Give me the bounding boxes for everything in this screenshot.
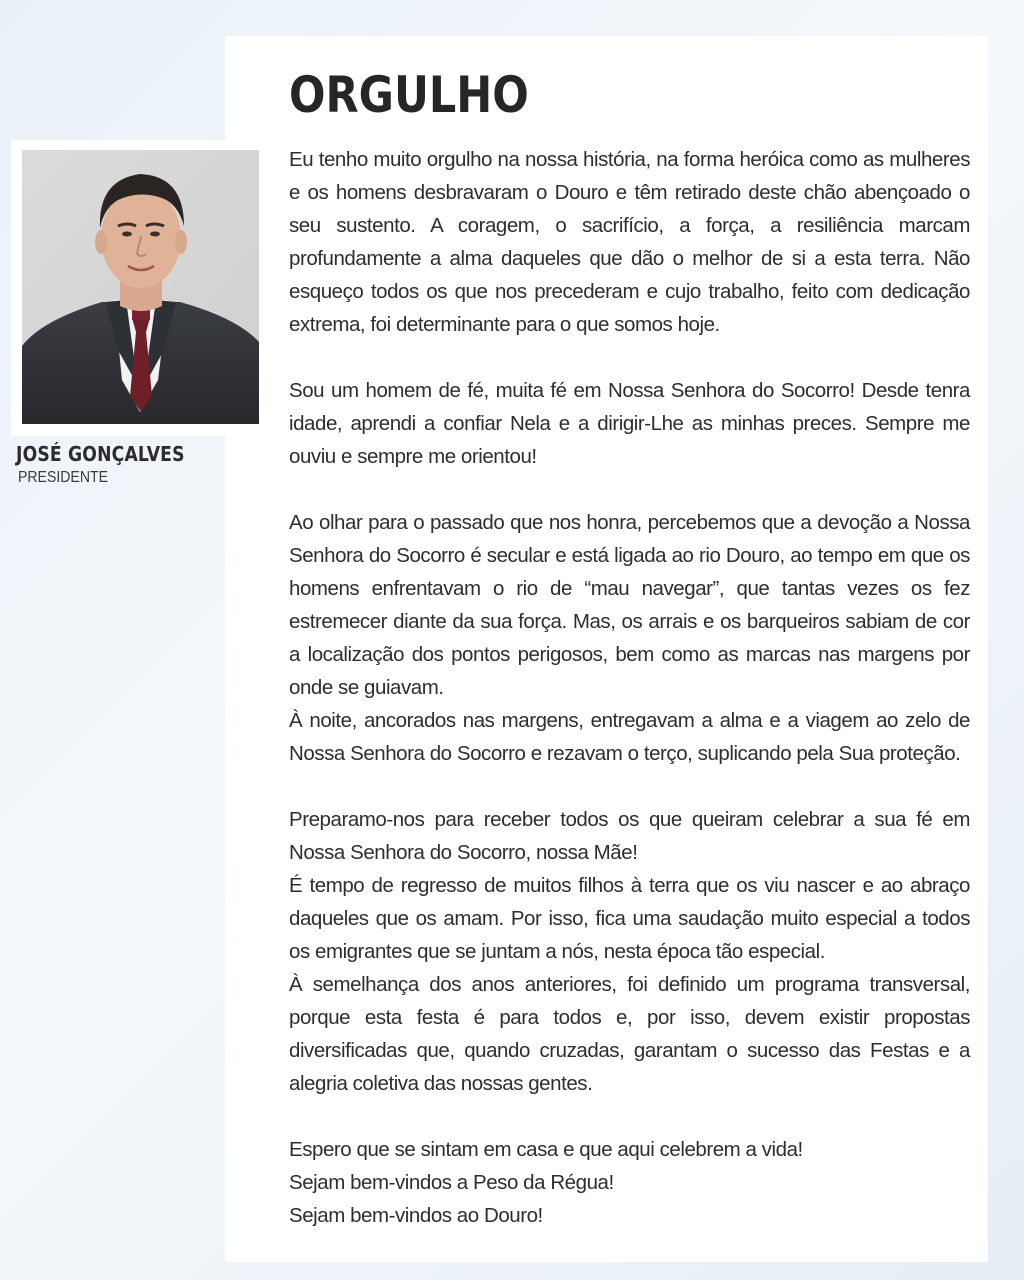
paragraph: Sejam bem-vindos ao Douro! <box>289 1204 543 1227</box>
paragraph: Eu tenho muito orgulho na nossa história, na forma heróica como as mulheres e os homens desbravaram o Douro e têm retirado deste chão abençoado o seu sustento. A coragem, o sacrifício, a força, a resiliência marcam profundamente a alma daqueles que dão o melhor de si a esta terra. Não esqueço todos os que nos precederam e cujo trabalho, feito com dedicação extrema, foi determinante para o que somos hoje. <box>289 148 970 336</box>
paragraph: Sejam bem-vindos a Peso da Régua! <box>289 1171 614 1194</box>
paragraph: É tempo de regresso de muitos filhos à terra que os viu nascer e ao abraço daqueles que os amam. Por isso, fica uma saudação muito especial a todos os emigrantes que se juntam a nós, nesta época tão especial. <box>289 874 970 963</box>
paragraph: Ao olhar para o passado que nos honra, percebemos que a devoção a Nossa Senhora do Socorro é secular e está ligada ao rio Douro, ao tempo em que os homens enfrentavam o rio de “mau navegar”, que tantas vezes os fez estremecer diante da sua força. Mas, os arrais e os barqueiros sabiam de cor a localização dos pontos perigosos, bem como as marcas nas margens por onde se guiavam. <box>289 511 970 699</box>
author-role: PRESIDENTE <box>18 469 108 486</box>
article-body <box>289 143 970 1232</box>
page-title: ORGULHO <box>289 66 529 124</box>
portrait-illustration <box>22 150 259 424</box>
paragraph: Preparamo-nos para receber todos os que queiram celebrar a sua fé em Nossa Senhora do Socorro, nossa Mãe! <box>289 808 970 864</box>
paragraph: Sou um homem de fé, muita fé em Nossa Senhora do Socorro! Desde tenra idade, aprendi a confiar Nela e a dirigir-Lhe as minhas preces. Sempre me ouviu e sempre me orientou! <box>289 379 970 468</box>
paragraph: À noite, ancorados nas margens, entregavam a alma e a viagem ao zelo de Nossa Senhora do Socorro e rezavam o terço, suplicando pela Sua proteção. <box>289 709 970 765</box>
paragraph: Espero que se sintam em casa e que aqui celebrem a vida! <box>289 1138 803 1161</box>
portrait-frame <box>11 140 270 436</box>
portrait-photo <box>22 150 259 424</box>
paragraph: À semelhança dos anos anteriores, foi definido um programa transversal, porque esta festa é para todos e, por isso, devem existir propostas diversificadas que, quando cruzadas, garantam o sucesso das Festas e a alegria coletiva das nossas gentes. <box>289 973 970 1095</box>
author-name: JOSÉ GONÇALVES <box>16 442 185 466</box>
